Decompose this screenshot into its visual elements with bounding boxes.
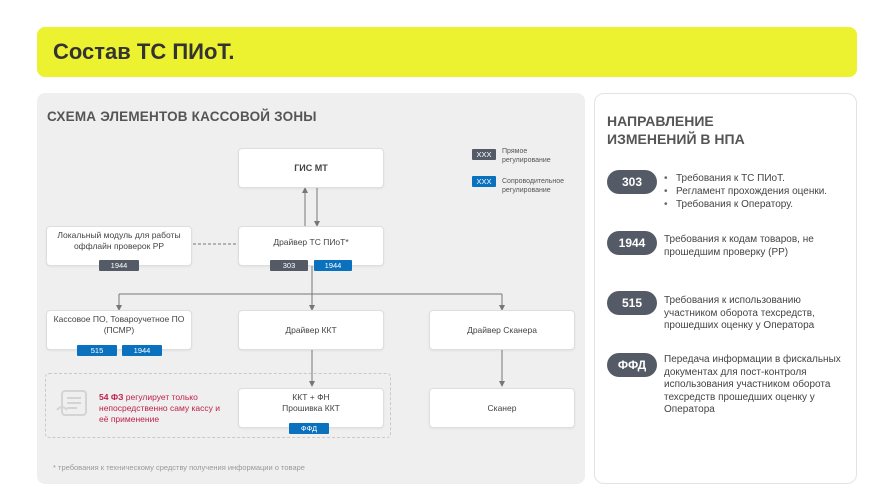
node-scanner-label: Сканер <box>487 402 517 413</box>
npa-303-item: • Требования к Оператору. <box>664 198 827 211</box>
badge-303: 303 <box>607 170 657 194</box>
node-local-module-label: Локальный модуль для работы оффлайн проверок РР <box>57 230 181 251</box>
node-driver-pio-label: Драйвер ТС ПИоТ* <box>273 236 349 247</box>
node-driver-kkt <box>238 310 384 350</box>
node-kkt-line2: Прошивка ККТ <box>282 403 340 413</box>
npa-303-item: • Регламент прохождения оценки. <box>664 185 827 198</box>
fz54-description: регулирует только непосредственно саму кассу и её применение <box>99 392 221 424</box>
npa-heading: НАПРАВЛЕНИЕ ИЗМЕНЕНИЙ В НПА <box>607 113 745 147</box>
node-gis-mt <box>238 148 384 188</box>
node-kkt-line1: ККТ + ФН <box>292 392 330 402</box>
badge-515: 515 <box>607 291 657 315</box>
local-module-tag-1944: 1944 <box>99 260 139 271</box>
badge-1944: 1944 <box>607 231 657 255</box>
node-driver-pio <box>238 226 384 266</box>
page-title: Состав ТС ПИоТ. <box>53 39 235 64</box>
footnote: * требования к техническому средству получения информации о товаре <box>53 463 305 472</box>
cash-software-tag-1944: 1944 <box>122 345 162 356</box>
driver-pio-tag-1944: 1944 <box>314 260 352 271</box>
node-driver-kkt-label: Драйвер ККТ <box>285 324 337 335</box>
npa-ffd-text: Передача информации в фискальных документах для пост-контроля использования участником оборота техсредств прошедших оценку у Оператора <box>664 354 841 415</box>
node-scanner <box>429 388 575 428</box>
legend-accomp-tag: XXX <box>472 176 496 187</box>
kkt-tag-ffd: ФФД <box>289 423 329 434</box>
node-cash-software <box>46 310 192 350</box>
npa-515-text: Требования к использованию участником оборота техсредств, прошедших оценку у Оператора <box>664 295 815 331</box>
node-driver-scanner-label: Драйвер Сканера <box>467 324 537 335</box>
fz54-note <box>99 392 229 425</box>
node-gis-mt-label: ГИС МТ <box>294 162 328 173</box>
legend-direct-tag: XXX <box>472 149 496 160</box>
npa-panel <box>594 93 857 484</box>
cash-software-tag-515: 515 <box>77 345 117 356</box>
title-bar <box>37 27 857 77</box>
badge-ffd: ФФД <box>607 353 657 377</box>
npa-303-item: • Требования к ТС ПИоТ. <box>664 172 827 185</box>
legend-accomp-label: Сопроводительное регулирование <box>502 178 565 194</box>
npa-303-list <box>664 172 827 211</box>
scheme-heading: СХЕМА ЭЛЕМЕНТОВ КАССОВОЙ ЗОНЫ <box>47 109 317 124</box>
node-cash-software-label: Кассовое ПО, Товароучетное ПО (ПСМР) <box>53 314 185 335</box>
fz54-law: 54 ФЗ <box>99 392 124 402</box>
legend-direct-label: Прямое регулирование <box>502 148 551 164</box>
document-scroll-icon <box>54 388 92 420</box>
node-driver-scanner <box>429 310 575 350</box>
driver-pio-tag-303: 303 <box>270 260 308 271</box>
node-kkt <box>238 388 384 428</box>
npa-1944-text: Требования к кодам товаров, не прошедшим проверку (РР) <box>664 234 814 258</box>
